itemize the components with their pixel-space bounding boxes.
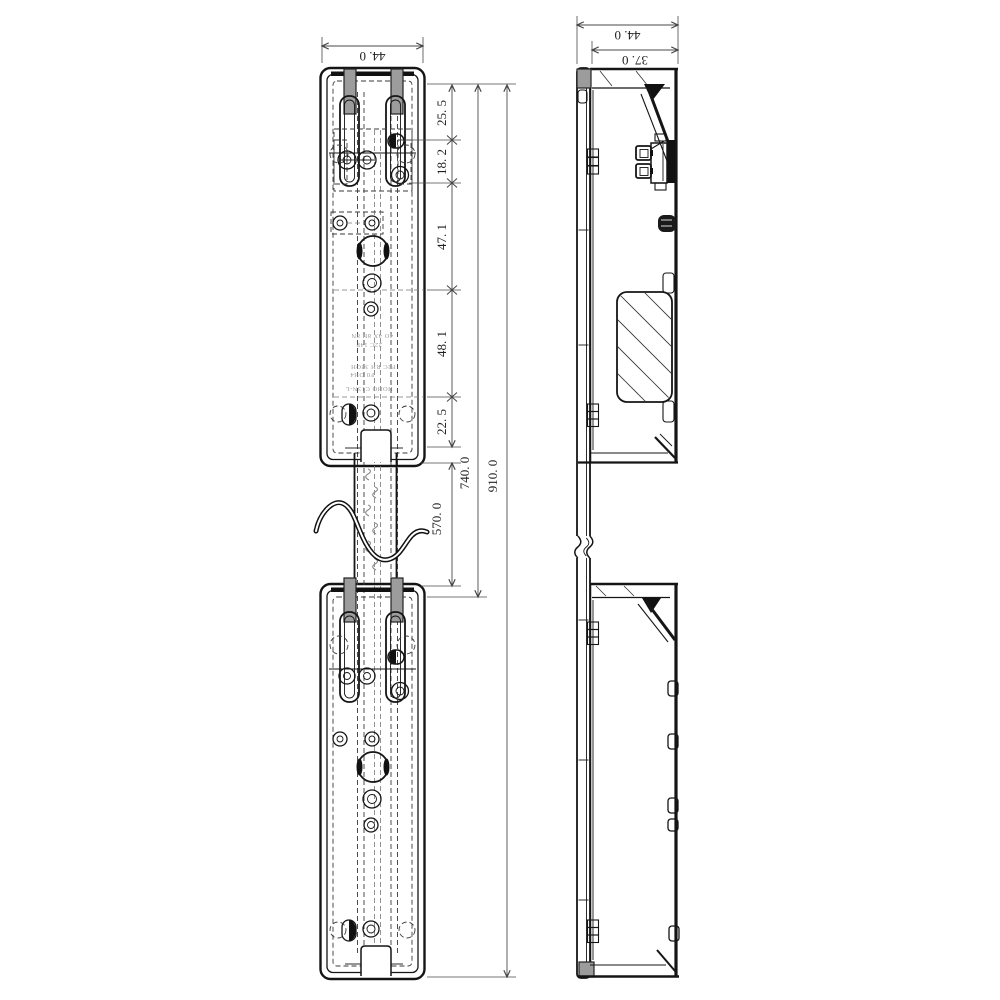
dim-seg-1: 25. 5 (434, 100, 449, 126)
side-unit-2 (578, 584, 679, 977)
ballast-hatch (617, 265, 672, 455)
side-view (575, 68, 680, 978)
end-clip (577, 69, 591, 88)
dim-rail-span: 570. 0 (429, 502, 444, 536)
dim-side-width: 44. 0 (614, 28, 641, 43)
retainer-spring (638, 598, 675, 642)
rail-notch (361, 430, 391, 462)
terminal-block-side (636, 134, 675, 190)
dim-seg-3: 47. 1 (434, 224, 449, 250)
wall-knob (658, 215, 676, 232)
rail-notch (361, 946, 391, 976)
dim-side-body-width: 37. 0 (622, 53, 648, 68)
dim-front-width: 44. 0 (359, 49, 386, 64)
marking-line1: 4O 4X 8H 8N (350, 332, 394, 339)
dim-seg-5: 22. 5 (434, 409, 449, 435)
front-view (316, 68, 427, 979)
dim-seg-2: 18. 2 (434, 149, 449, 175)
dim-mount-pitch: 740. 0 (457, 456, 472, 490)
marking-line2: 22C 14P (355, 341, 383, 348)
dim-overall-length: 910. 0 (485, 459, 500, 493)
dim-seg-4: 48. 1 (434, 331, 449, 357)
end-clip (579, 962, 594, 977)
ballast (617, 265, 674, 455)
side-unit-1 (577, 69, 678, 463)
marking-line4: F0 OH4 (349, 371, 375, 378)
mounting-clip (344, 578, 356, 622)
mounting-clip (391, 69, 403, 114)
mounting-clip (391, 578, 403, 622)
marking-line5: HOHO C13N-L (345, 385, 393, 392)
front-connecting-rail (355, 453, 397, 584)
marking-line3: F2C RH 32OH (350, 363, 396, 370)
power-cable (316, 503, 427, 560)
